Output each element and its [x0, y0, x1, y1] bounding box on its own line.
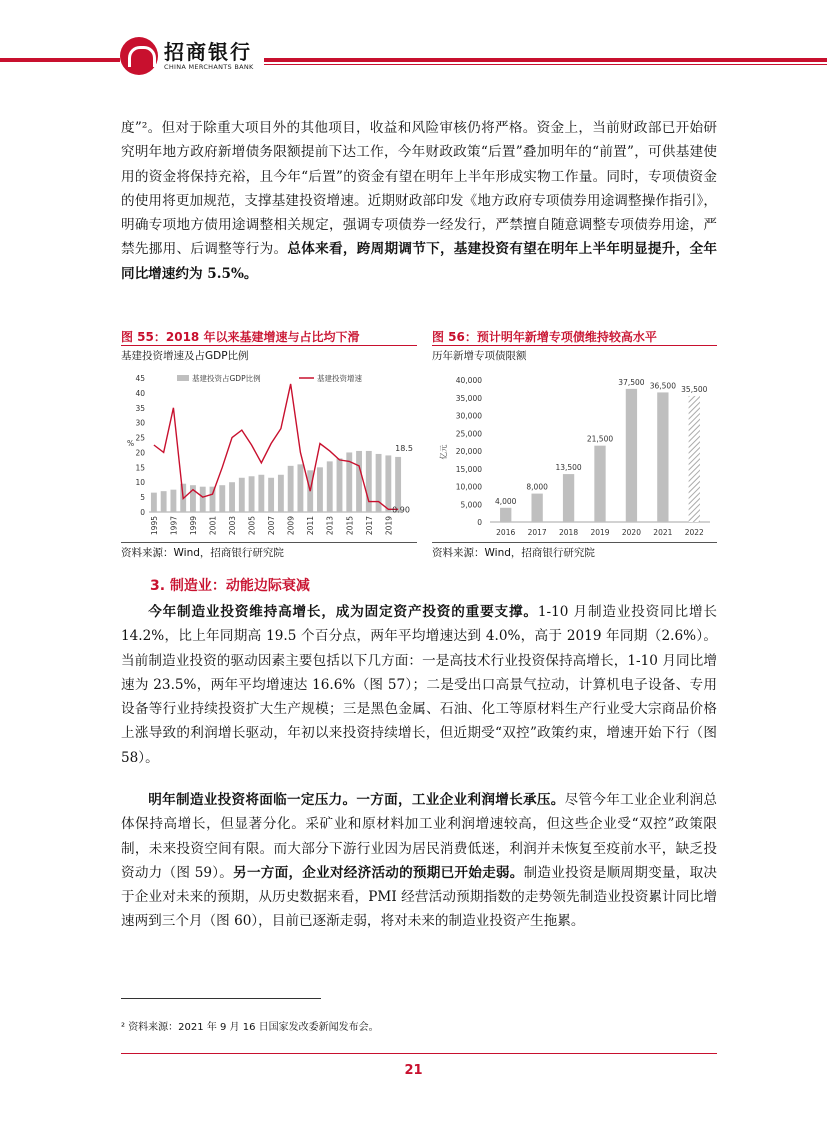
para3-bold2: 另一方面，企业对经济活动的预期已开始走弱。	[233, 864, 524, 881]
bar-gdp-share	[395, 457, 401, 512]
legend-swatch-bar	[177, 375, 189, 381]
x-tick-label: 2005	[247, 516, 257, 536]
x-tick-label: 2017	[364, 516, 374, 536]
y-tick-label: 0	[477, 518, 482, 527]
fig55-source: 资料来源：Wind，招商银行研究院	[121, 547, 284, 559]
y-tick-label: 5,000	[460, 500, 482, 510]
fig56-subtitle: 历年新增专项债限额	[432, 350, 527, 362]
fig56-source: 资料来源：Wind，招商银行研究院	[432, 547, 595, 559]
x-tick-label: 2021	[653, 528, 673, 537]
bar-quota	[563, 474, 574, 522]
x-tick-label: 2011	[306, 516, 316, 536]
footnote-rule	[121, 998, 321, 999]
fig56-title: 图 56：预计明年新增专项债维持较高水平	[432, 330, 657, 344]
bar-value-label: 8,000	[526, 482, 548, 492]
bar-value-label: 35,500	[681, 384, 708, 394]
bar-gdp-share	[170, 490, 176, 512]
y-tick-label: 0	[140, 508, 145, 517]
footnote: ² 资料来源：2021 年 9 月 16 日国家发改委新闻发布会。	[121, 1022, 379, 1033]
bar-gdp-share	[356, 451, 362, 512]
x-tick-label: 2007	[267, 516, 277, 536]
y-tick-label: 10	[135, 478, 145, 488]
bar-forecast	[689, 396, 700, 522]
bank-logo-icon	[120, 37, 158, 75]
bar-gdp-share	[200, 487, 206, 512]
bank-name-en: CHINA MERCHANTS BANK	[164, 63, 254, 71]
x-tick-label: 1995	[149, 516, 159, 536]
x-tick-label: 2020	[621, 528, 641, 537]
bar-quota	[531, 494, 542, 522]
y-tick-label: 40,000	[455, 376, 482, 385]
fig56-bottom-rule	[432, 542, 717, 543]
bar-gdp-share	[337, 458, 343, 512]
x-tick-label: 2001	[208, 516, 218, 536]
line-last-label: 0.90	[392, 505, 410, 515]
bar-gdp-share	[258, 475, 264, 512]
para1-text: 度”²。但对于除重大项目外的其他项目，收益和风险审核仍将严格。资金上，当前财政部已开始研究明年地方政府新增债务限额提前下达工作，今年财政政策“后置”叠加明年的“前置”，可供基建使用的资金将保持充裕，且今年“后置”的资金有望在明年上半年形成实物工作量。同时，专项债资金的使用将更加规范，支撑基建投资增速。近期财政部印发《地方政府专项债券用途调整操作指引》，明确专项地方债用途调整相关规定，强调专项债券一经发行，严禁擅自随意调整专项债券用途，严禁先挪用、后调整等行为。	[121, 120, 717, 258]
x-tick-label: 2003	[228, 516, 238, 536]
bar-value-label: 13,500	[555, 463, 582, 473]
legend-label-line: 基建投资增速	[317, 374, 362, 383]
para3-bold1: 明年制造业投资将面临一定压力。一方面，工业企业利润增长承压。	[148, 792, 565, 808]
para3-text1: 尽管今年工业企业利润总体保持高增长，但显著分化。采矿业和原材料加工业利润增速较高，但这些企业受“双控”政策限制，未来投资空间有限。而大部分下游行业因为居民消费低迷，利润并未恢复至疫前水平，缺乏投资动力（图 59）。	[121, 792, 718, 881]
page-number: 21	[404, 1063, 423, 1078]
x-tick-label: 1997	[169, 516, 179, 536]
section-heading: 3. 制造业：动能边际衰减	[150, 578, 310, 594]
y-tick-label: 45	[135, 374, 145, 383]
fig56-rule	[432, 345, 717, 346]
fig55-subtitle: 基建投资增速及占GDP比例	[121, 350, 249, 362]
legend-label-bar: 基建投资占GDP比例	[192, 374, 261, 383]
fig55-title: 图 55：2018 年以来基建增速与占比均下滑	[121, 330, 360, 344]
bar-gdp-share	[151, 493, 157, 512]
y-tick-label: 25	[135, 433, 145, 443]
y-tick-label: 5	[140, 493, 145, 503]
bar-quota	[500, 508, 511, 522]
paragraph-infrastructure	[121, 116, 717, 286]
y-axis-unit: %	[127, 439, 135, 448]
bar-gdp-share	[239, 478, 245, 512]
x-tick-label: 2009	[286, 516, 296, 536]
bar-last-label: 18.5	[395, 443, 413, 453]
y-tick-label: 10,000	[455, 482, 482, 492]
y-tick-label: 35,000	[455, 393, 482, 403]
bar-gdp-share	[288, 466, 294, 512]
bar-gdp-share	[278, 475, 284, 512]
para2-bold: 今年制造业投资维持高增长，成为固定资产投资的重要支撑。	[148, 604, 538, 620]
x-tick-label: 2017	[527, 528, 547, 537]
bar-gdp-share	[366, 451, 372, 512]
para3-text2: 制造业投资是顺周期变量，取决于企业对未来的预期，从历史数据来看，PMI 经营活动预期指数的走势领先制造业投资累计同比增速两到三个月（图 60），目前已逐渐走弱，将对未来的制造业投资产生拖累。	[121, 864, 717, 930]
y-tick-label: 20	[135, 448, 145, 458]
bank-logo	[120, 36, 264, 76]
bar-value-label: 36,500	[649, 381, 676, 391]
y-tick-label: 40	[135, 388, 145, 398]
paragraph-outlook	[121, 788, 717, 934]
fig55-rule	[121, 345, 417, 346]
x-tick-label: 2019	[590, 528, 610, 537]
bar-gdp-share	[219, 485, 225, 512]
bar-value-label: 37,500	[618, 377, 645, 387]
bar-quota	[657, 392, 668, 522]
bar-gdp-share	[297, 464, 303, 512]
bar-gdp-share	[249, 476, 255, 512]
paragraph-manufacturing	[121, 600, 717, 770]
fig55-chart	[121, 364, 417, 542]
x-tick-label: 2015	[345, 516, 355, 536]
x-tick-label: 2013	[325, 516, 335, 536]
y-tick-label: 25,000	[455, 429, 482, 439]
bar-quota	[626, 389, 637, 522]
bar-gdp-share	[268, 478, 274, 512]
y-tick-label: 30,000	[455, 411, 482, 421]
y-tick-label: 20,000	[455, 447, 482, 456]
bar-value-label: 4,000	[494, 496, 517, 506]
bar-quota	[594, 446, 605, 522]
para2-text: 1-10 月制造业投资同比增长 14.2%，比上年同期高 19.5 个百分点，两年平均增速达到 4.0%，高于 2019 年同期（2.6%）。当前制造业投资的驱动因素主要包括以下几方面：一是高技术行业投资保持高增长，1-10 月同比增速为 23.5%，两年平均增速达 16.6%（图 57）；二是受出口高景气拉动，计算机电子设备、专用设备等行业持续投资扩大生产规模；三是黑色金属、石油、化工等原材料生产行业受大宗商品价格上涨导致的利润增长驱动，年初以来投资持续增长，但近期受“双控”政策约束，增速开始下行（图 58）。	[121, 604, 717, 766]
y-axis-unit: 亿元	[439, 444, 448, 460]
bar-gdp-share	[327, 461, 333, 512]
fig56-chart	[432, 364, 717, 542]
y-tick-label: 35	[135, 403, 145, 413]
y-tick-label: 15	[135, 463, 145, 473]
y-tick-label: 30	[135, 418, 145, 428]
y-tick-label: 15,000	[455, 464, 482, 474]
header-thin-line	[260, 64, 827, 65]
x-tick-label: 2022	[684, 528, 704, 537]
bar-gdp-share	[161, 491, 167, 512]
footer-rule	[121, 1053, 717, 1054]
x-tick-label: 2016	[496, 528, 516, 537]
bank-name-cn: 招商银行	[164, 40, 252, 64]
bar-value-label: 21,500	[586, 434, 614, 444]
x-tick-label: 1999	[188, 516, 198, 536]
x-tick-label: 2019	[384, 516, 394, 536]
fig55-bottom-rule	[121, 542, 417, 543]
bar-gdp-share	[385, 455, 391, 512]
x-tick-label: 2018	[559, 528, 579, 537]
bar-gdp-share	[229, 482, 235, 512]
para1-bold: 总体来看，跨周期调节下，基建投资有望在明年上半年明显提升，全年同比增速约为 5.5%。	[121, 241, 718, 282]
bar-gdp-share	[317, 467, 323, 512]
